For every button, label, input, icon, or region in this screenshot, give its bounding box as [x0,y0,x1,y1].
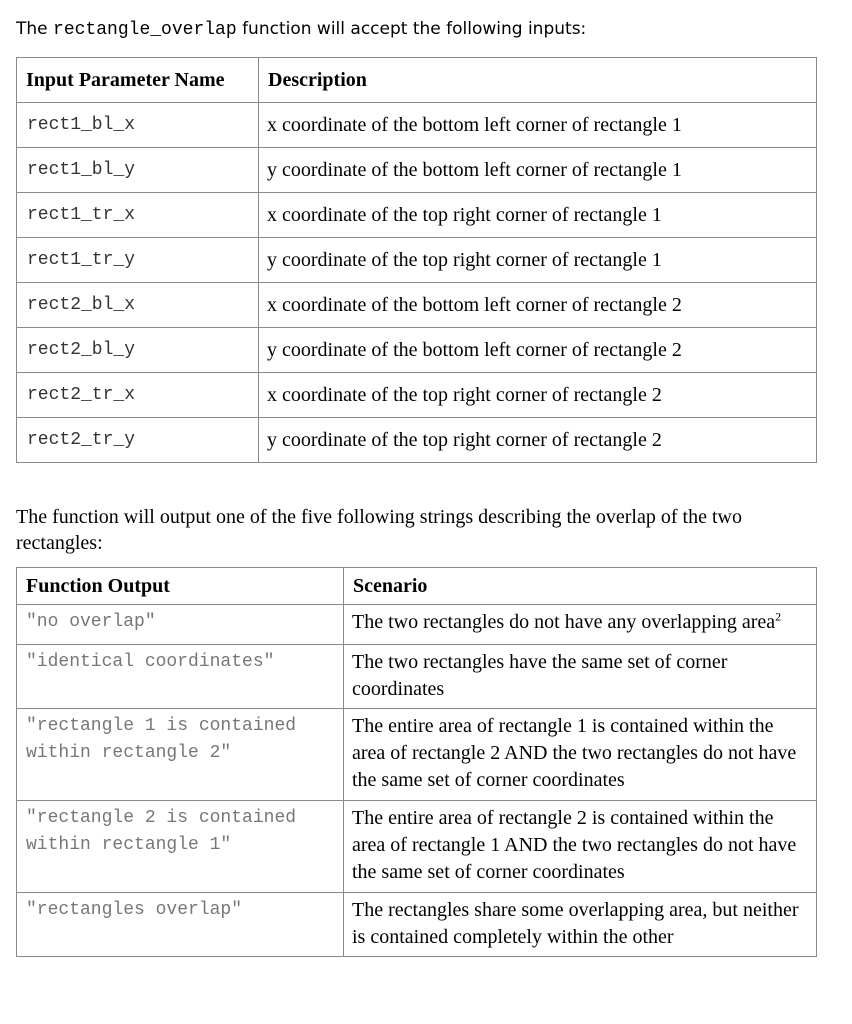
param-description: y coordinate of the bottom left corner of rectangle 2 [259,328,817,373]
table-row [17,238,817,283]
table-row [17,103,817,148]
table-header-row [17,568,817,605]
param-name: rect2_bl_x [17,283,259,328]
function-output-value: "rectangle 2 is contained within rectangle 1" [17,801,344,893]
param-name: rect2_tr_y [17,418,259,463]
intro-sentence [16,16,586,43]
scenario-description: The entire area of rectangle 1 is contained within the area of rectangle 2 AND the two rectangles do not have the same set of corner coordinates [344,709,817,801]
scenario-description [344,605,817,645]
function-output-value: "no overlap" [17,605,344,645]
intro-suffix: function will accept the following inputs: [236,19,587,39]
table-row [17,283,817,328]
param-name: rect2_bl_y [17,328,259,373]
function-output-value: "rectangles overlap" [17,893,344,957]
header-input-parameter-name: Input Parameter Name [17,58,259,103]
table-row [17,418,817,463]
param-name: rect1_bl_x [17,103,259,148]
table-row [17,709,817,801]
param-description: x coordinate of the top right corner of rectangle 1 [259,193,817,238]
table-row [17,893,817,957]
param-description: x coordinate of the bottom left corner of rectangle 2 [259,283,817,328]
table-row [17,193,817,238]
function-name: rectangle_overlap [53,20,237,40]
param-name: rect1_tr_x [17,193,259,238]
param-name: rect2_tr_x [17,373,259,418]
scenario-text: The two rectangles do not have any overlapping area [352,611,776,633]
table-row [17,645,817,709]
param-name: rect1_bl_y [17,148,259,193]
param-description: y coordinate of the bottom left corner of rectangle 1 [259,148,817,193]
input-parameters-table [16,57,817,463]
scenario-description: The two rectangles have the same set of corner coordinates [344,645,817,709]
header-function-output: Function Output [17,568,344,605]
scenario-description: The rectangles share some overlapping area, but neither is contained completely within the other [344,893,817,957]
output-description-paragraph: The function will output one of the five following strings describing the overlap of the two rectangles: [16,506,742,554]
table-row [17,373,817,418]
scenario-description: The entire area of rectangle 2 is contained within the area of rectangle 1 AND the two rectangles do not have the same set of corner coordinates [344,801,817,893]
function-output-value: "rectangle 1 is contained within rectangle 2" [17,709,344,801]
param-description: y coordinate of the top right corner of rectangle 1 [259,238,817,283]
intro-prefix: The [16,19,54,39]
table-row [17,801,817,893]
footnote-marker: 2 [775,609,782,624]
header-description: Description [259,58,817,103]
param-name: rect1_tr_y [17,238,259,283]
header-scenario: Scenario [344,568,817,605]
param-description: y coordinate of the top right corner of rectangle 2 [259,418,817,463]
param-description: x coordinate of the bottom left corner of rectangle 1 [259,103,817,148]
param-description: x coordinate of the top right corner of rectangle 2 [259,373,817,418]
table-row [17,148,817,193]
function-output-value: "identical coordinates" [17,645,344,709]
table-row [17,605,817,645]
table-row [17,328,817,373]
function-output-table [16,567,817,957]
table-header-row [17,58,817,103]
